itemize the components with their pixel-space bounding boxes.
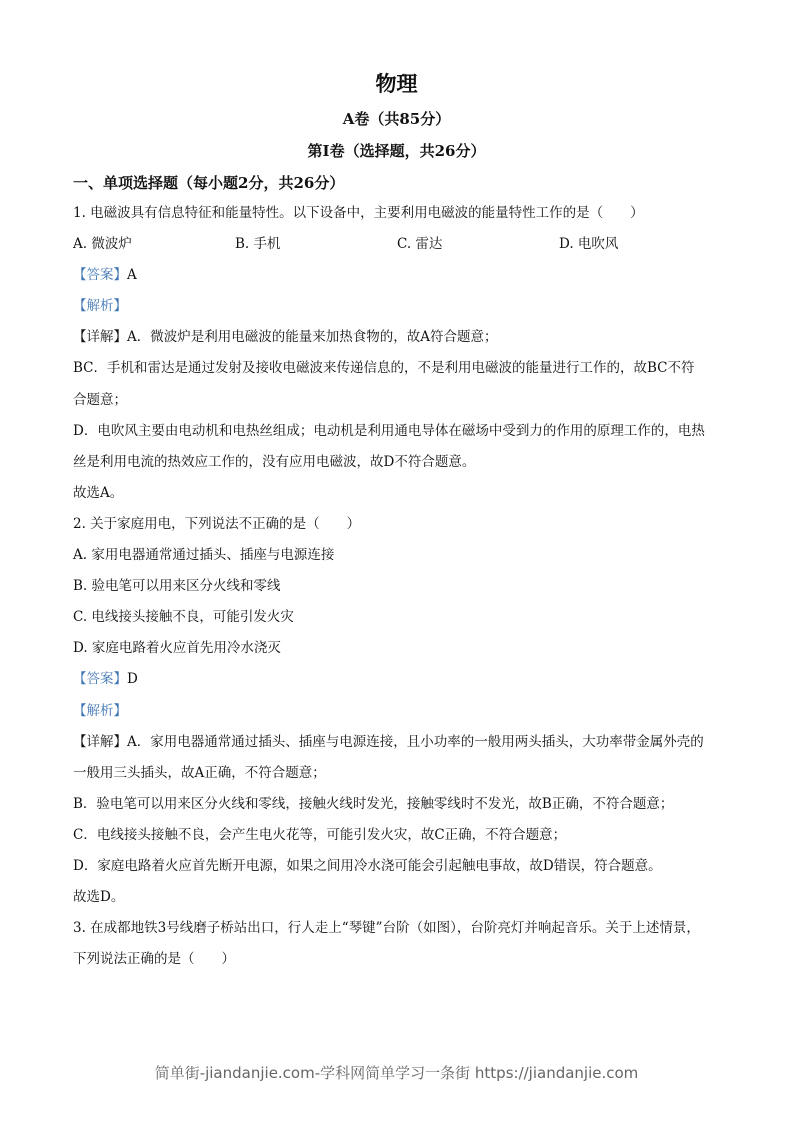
detail-text: 一般用三头插头，故A正确，不符合题意； bbox=[73, 764, 326, 781]
conclusion: 故选D。 bbox=[73, 889, 125, 906]
option: D. 家庭电路着火应首先用冷水浇灭 bbox=[73, 640, 281, 657]
question-3-stem: 3. 在成都地铁3号线磨子桥站出口，行人走上“琴键”台阶（如图），台阶亮灯并响起音乐。关于上述情景， bbox=[73, 920, 700, 937]
option: D. 电吹风 bbox=[559, 236, 619, 253]
detail-text: BC．手机和雷达是通过发射及接收电磁波来传递信息的，不是利用电磁波的能量进行工作的，故BC不符 bbox=[73, 360, 695, 377]
answer-tag: 【答案】 bbox=[73, 267, 127, 284]
option: B. 手机 bbox=[235, 236, 281, 253]
part-subtitle: 第I卷（选择题，共26分） bbox=[307, 142, 486, 160]
option: C. 电线接头接触不良，可能引发火灾 bbox=[73, 609, 294, 626]
question-3-stem: 下列说法正确的是（ ） bbox=[73, 951, 235, 968]
question-2-stem: 2. 关于家庭用电，下列说法不正确的是（ ） bbox=[73, 515, 361, 532]
answer-tag: 【答案】 bbox=[73, 671, 127, 688]
detail-text: C．电线接头接触不良，会产生电火花等，可能引发火灾，故C正确，不符合题意； bbox=[73, 826, 567, 843]
document-body bbox=[73, 198, 723, 975]
detail-text: D．电吹风主要由电动机和电热丝组成；电动机是利用通电导体在磁场中受到力的作用的原理工作的，电热 bbox=[73, 422, 705, 439]
analysis-tag: 【解析】 bbox=[73, 702, 127, 719]
detail-text: 合题意； bbox=[73, 391, 127, 408]
option: A. 微波炉 bbox=[73, 236, 132, 253]
option: A. 家用电器通常通过插头、插座与电源连接 bbox=[73, 547, 335, 564]
detail-text: 丝是利用电流的热效应工作的，没有应用电磁波，故D不符合题意。 bbox=[73, 453, 476, 470]
detail-line bbox=[73, 322, 723, 353]
detail-tag: 【详解】 bbox=[73, 329, 127, 346]
answer-value: A bbox=[127, 267, 137, 284]
answer-line bbox=[73, 664, 723, 695]
detail-text: A．家用电器通常通过插头、插座与电源连接，且小功率的一般用两头插头，大功率带金属外壳的 bbox=[127, 733, 704, 750]
analysis-tag: 【解析】 bbox=[73, 298, 127, 315]
answer-line bbox=[73, 260, 723, 291]
detail-text: A．微波炉是利用电磁波的能量来加热食物的，故A符合题意； bbox=[127, 329, 498, 346]
question-1-options bbox=[73, 229, 723, 260]
detail-text: B．验电笔可以用来区分火线和零线，接触火线时发光，接触零线时不发光，故B正确，不符合题意； bbox=[73, 795, 674, 812]
option: C. 雷达 bbox=[397, 236, 443, 253]
question-1-stem: 1. 电磁波具有信息特征和能量特性。以下设备中，主要利用电磁波的能量特性工作的是（ ） bbox=[73, 205, 644, 221]
answer-value: D bbox=[127, 671, 138, 688]
footer-watermark: 简单街-jiandanjie.com-学科网简单学习一条街 https://jiandanjie.com bbox=[154, 1064, 639, 1082]
conclusion: 故选A。 bbox=[73, 484, 124, 501]
detail-line bbox=[73, 727, 723, 758]
section-heading: 一、单项选择题（每小题2分，共26分） bbox=[73, 174, 345, 192]
detail-tag: 【详解】 bbox=[73, 733, 127, 750]
paper-subtitle: A卷（共85分） bbox=[342, 110, 451, 128]
detail-text: D．家庭电路着火应首先断开电源，如果之间用冷水浇可能会引起触电事故，故D错误，符合题意。 bbox=[73, 857, 662, 874]
option: B. 验电笔可以用来区分火线和零线 bbox=[73, 578, 281, 595]
document-title: 物理 bbox=[375, 71, 418, 96]
